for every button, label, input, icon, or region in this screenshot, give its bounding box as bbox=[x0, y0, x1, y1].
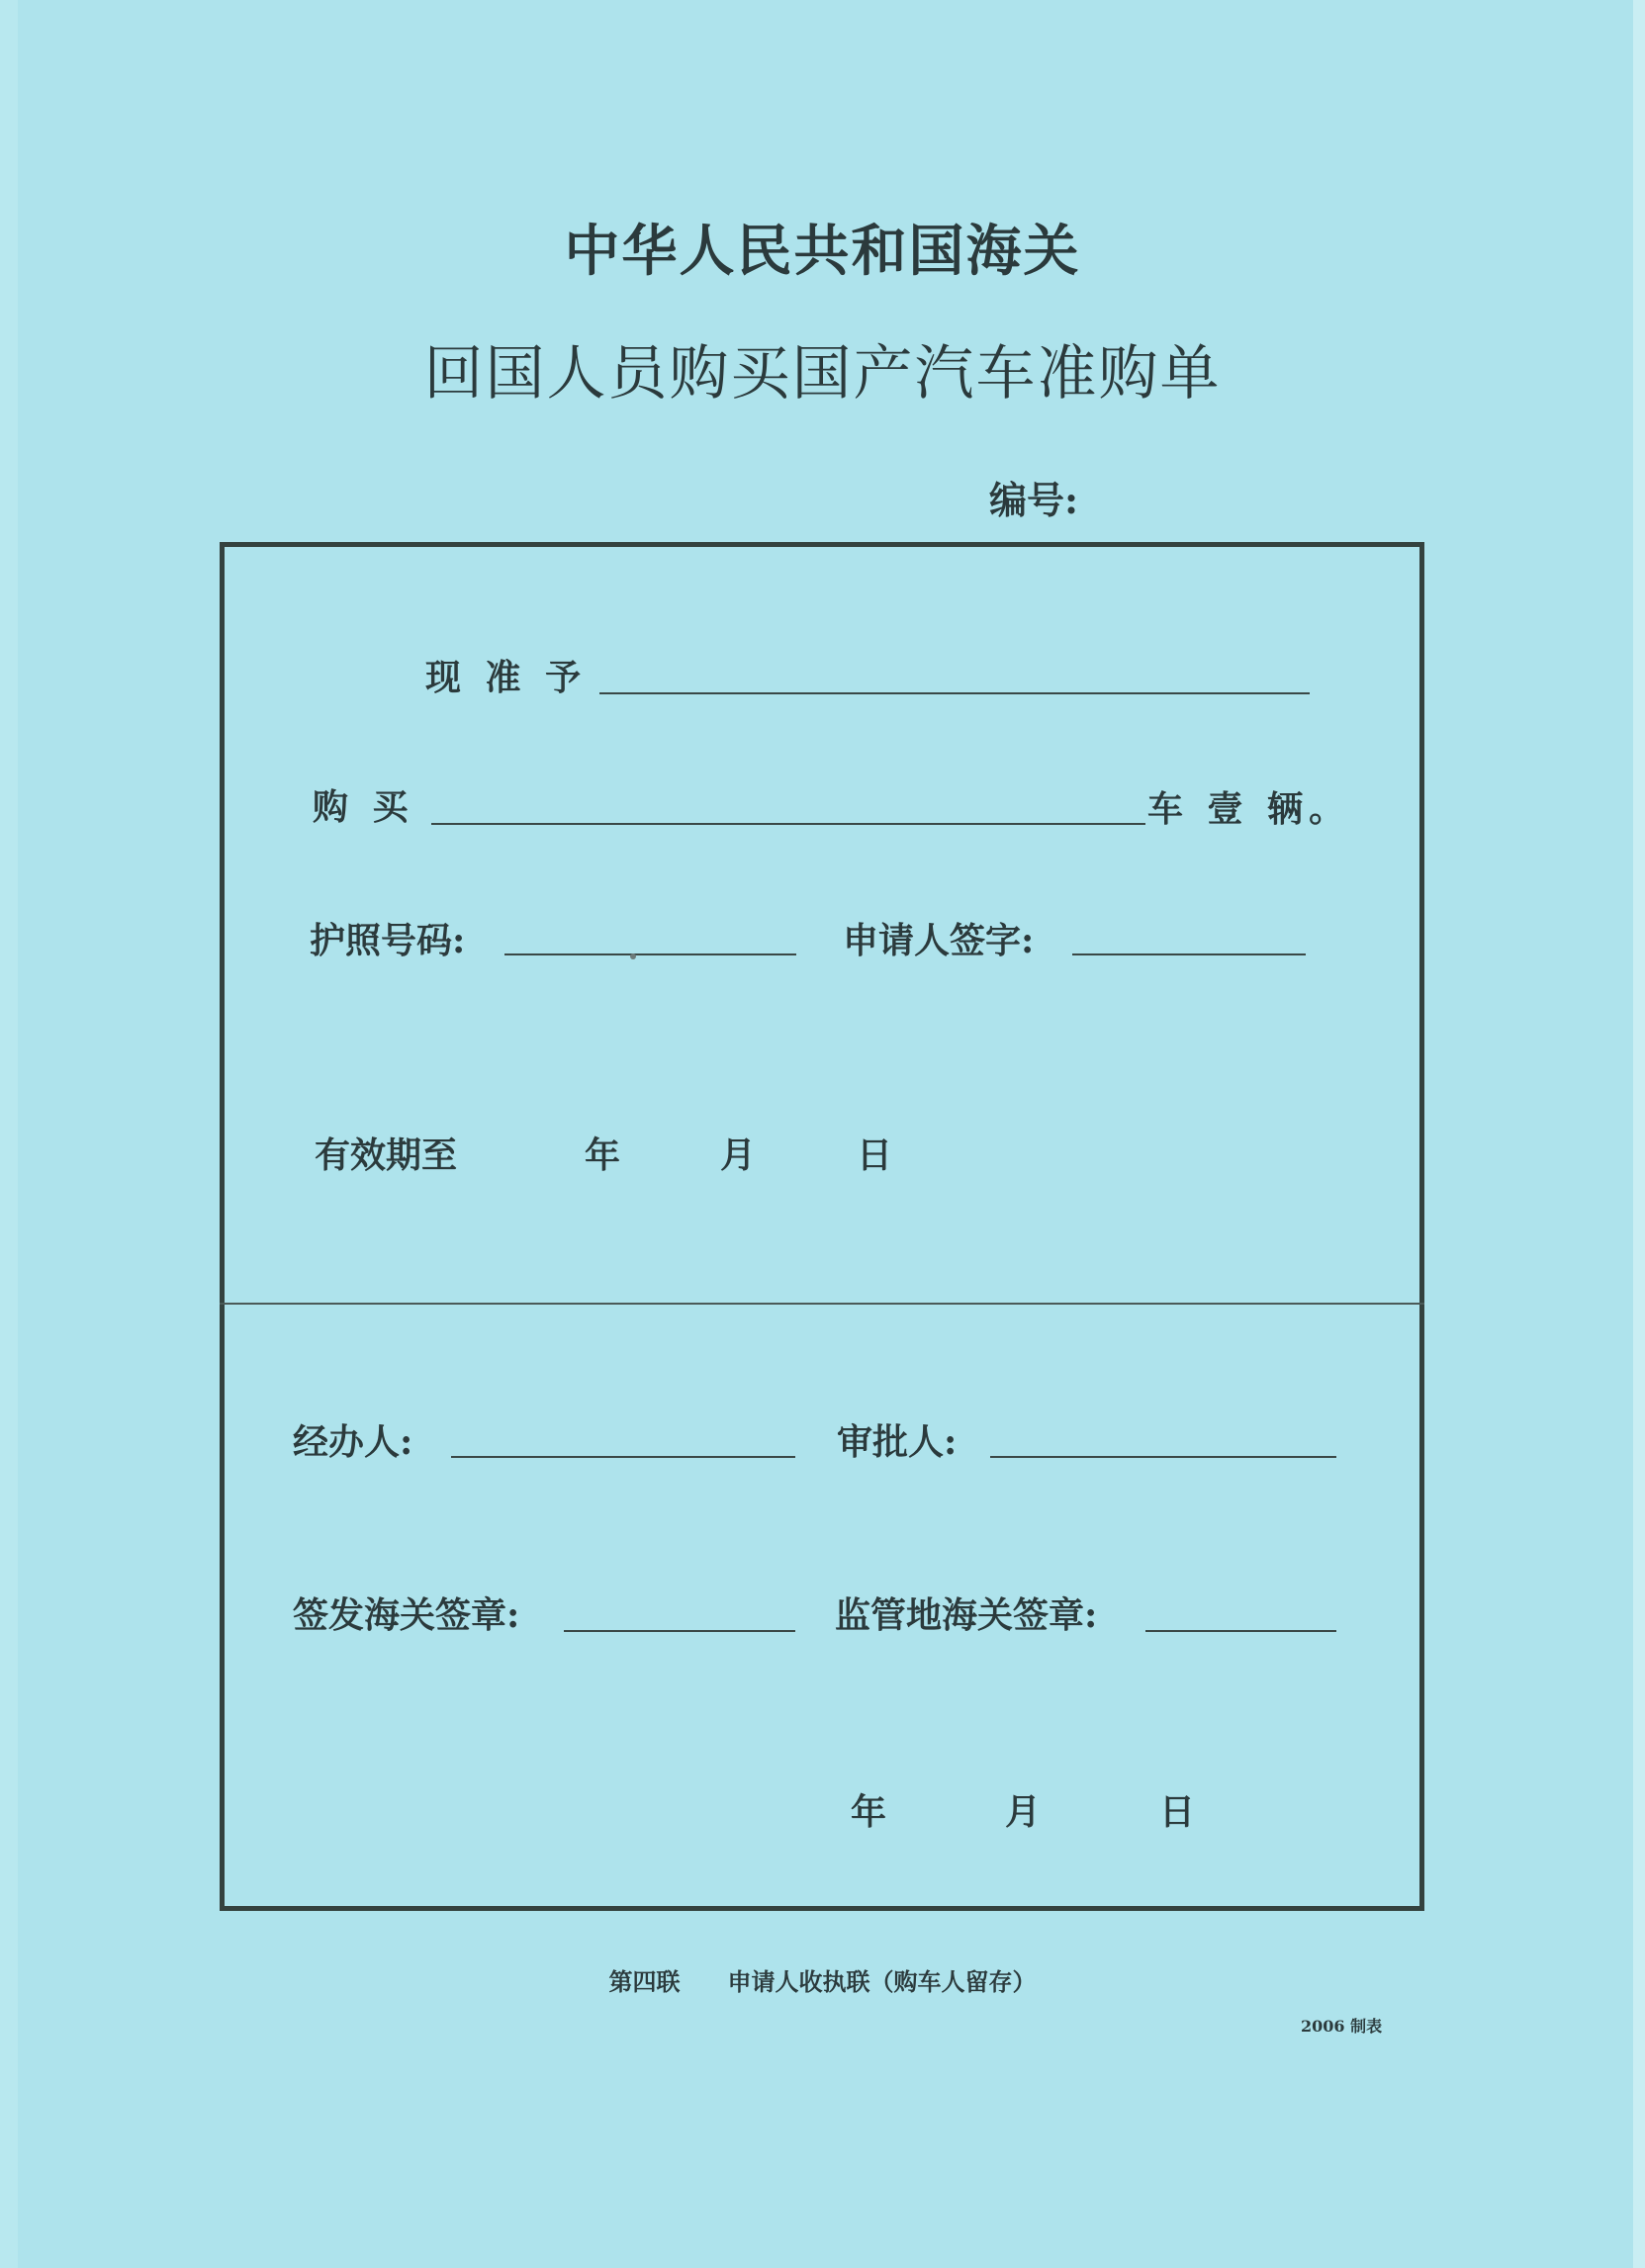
passport-number-label: 护照号码: bbox=[310, 920, 466, 961]
form-divider bbox=[220, 1303, 1424, 1305]
document-title: 中华人民共和国海关 bbox=[564, 220, 1081, 284]
passport-number-blank[interactable] bbox=[504, 953, 796, 955]
approver-blank[interactable] bbox=[990, 1456, 1336, 1458]
copy-designation: 第四联 申请人收执联（购车人留存） bbox=[608, 1967, 1037, 1996]
issuing-customs-seal-blank[interactable] bbox=[564, 1630, 795, 1632]
document-subtitle: 回国人员购买国产汽车准购单 bbox=[423, 339, 1222, 408]
signing-day-label: 日 bbox=[1159, 1791, 1196, 1833]
supervising-customs-seal-label: 监管地海关签章: bbox=[835, 1594, 1098, 1636]
paper-speck bbox=[630, 953, 636, 959]
purchase-label: 购 买 bbox=[313, 786, 414, 828]
signing-month-label: 月 bbox=[1005, 1791, 1042, 1833]
purchase-suffix: 车 壹 辆。 bbox=[1147, 788, 1351, 830]
supervising-customs-seal-blank[interactable] bbox=[1145, 1630, 1336, 1632]
handler-label: 经办人: bbox=[293, 1421, 413, 1463]
form-edition: 2006 制表 bbox=[1301, 2017, 1383, 2036]
applicant-signature-label: 申请人签字: bbox=[843, 920, 1035, 961]
grantee-blank[interactable] bbox=[599, 692, 1310, 694]
vehicle-model-blank[interactable] bbox=[431, 823, 1145, 825]
handler-blank[interactable] bbox=[451, 1456, 795, 1458]
approver-label: 审批人: bbox=[837, 1421, 958, 1463]
grantee-label: 现 准 予 bbox=[425, 657, 588, 698]
signing-year-label: 年 bbox=[851, 1791, 887, 1833]
issuing-customs-seal-label: 签发海关签章: bbox=[293, 1594, 520, 1636]
applicant-signature-blank[interactable] bbox=[1072, 953, 1306, 955]
form-frame bbox=[220, 542, 1424, 1911]
valid-day-label: 日 bbox=[857, 1134, 893, 1176]
valid-until-label: 有效期至 bbox=[315, 1134, 458, 1176]
serial-number-label: 编号: bbox=[989, 478, 1079, 522]
valid-month-label: 月 bbox=[720, 1134, 757, 1176]
valid-year-label: 年 bbox=[585, 1134, 621, 1176]
